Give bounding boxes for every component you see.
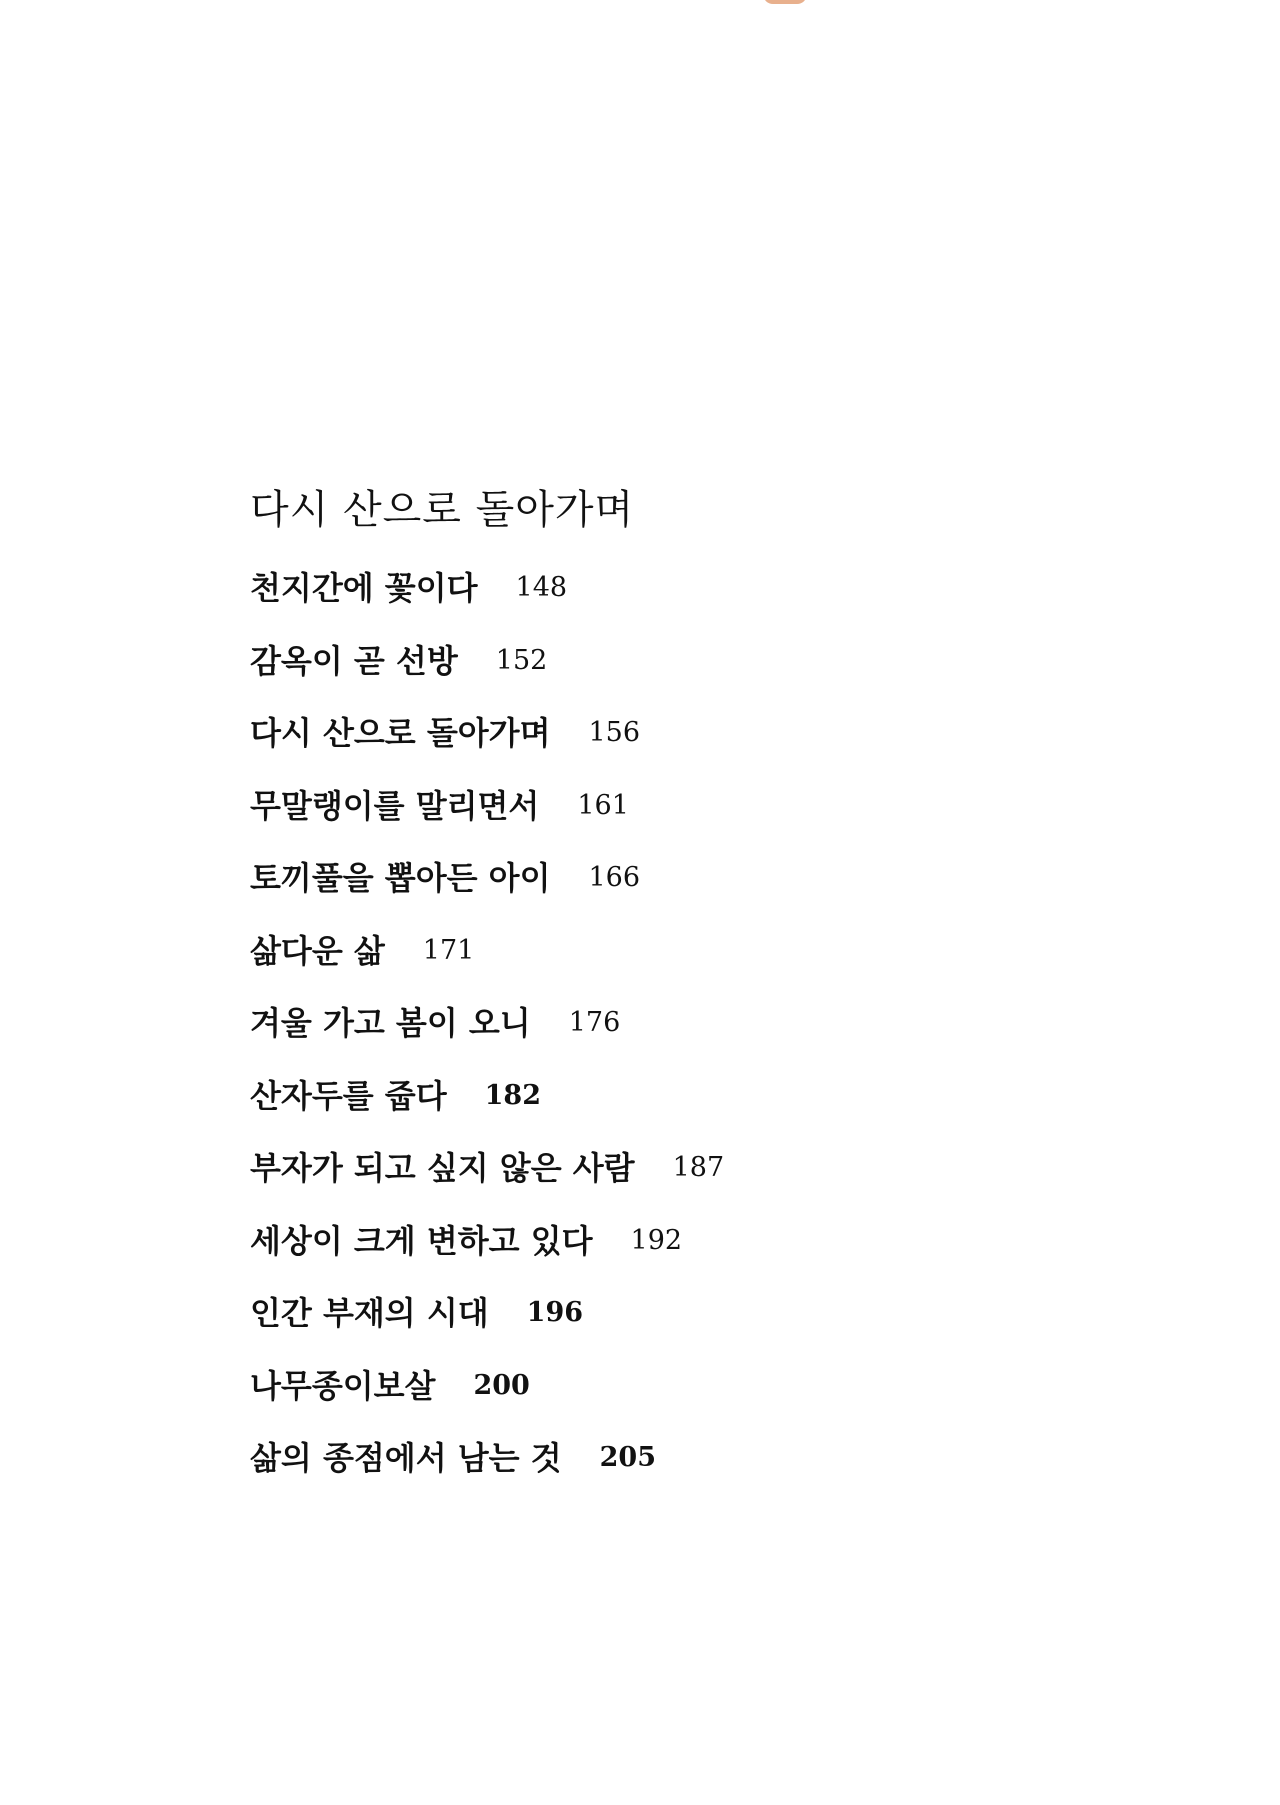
toc-entry-title: 세상이 크게 변하고 있다 [250,1221,593,1260]
toc-entry-page: 152 [495,644,548,676]
toc-entry-page: 148 [515,572,568,603]
toc-entry-title: 삶의 종점에서 남는 것 [250,1439,562,1477]
toc-entry-title: 삶다운 삶 [250,931,385,970]
toc-entry-title: 인간 부재의 시대 [250,1294,489,1332]
toc-entry [250,713,724,786]
toc-entry [250,1293,724,1366]
toc-entry [250,1003,724,1076]
toc-entry [250,786,724,859]
toc-entry-page: 166 [588,862,641,893]
table-of-contents [250,568,724,1511]
toc-entry-page: 161 [577,789,629,821]
toc-entry-page: 187 [672,1152,725,1183]
toc-entry-title: 무말랭이를 말리면서 [250,786,540,825]
toc-entry-title: 천지간에 꽃이다 [250,569,478,607]
toc-entry-title: 토끼풀을 뽑아든 아이 [250,859,551,897]
toc-entry-title: 산자두를 줍다 [250,1076,447,1115]
toc-entry-page: 156 [588,717,641,748]
toc-entry-page: 182 [484,1079,541,1111]
toc-entry [250,858,724,931]
toc-entry [250,931,724,1004]
toc-entry [250,1148,724,1221]
toc-entry-title: 다시 산으로 돌아가며 [250,714,551,752]
toc-entry-page: 200 [473,1369,530,1401]
toc-entry [250,1366,724,1439]
toc-entry [250,1221,724,1294]
toc-entry [250,1438,724,1511]
toc-entry-page: 196 [526,1297,584,1328]
toc-entry-title: 겨울 가고 봄이 오니 [250,1004,531,1042]
page-edge-mark [763,0,807,4]
toc-entry [250,568,724,641]
toc-entry-page: 171 [422,934,475,966]
toc-entry [250,1076,724,1149]
toc-entry-page: 192 [630,1224,683,1256]
section-title: 다시 산으로 돌아가며 [250,487,635,533]
toc-entry-title: 나무종이보살 [250,1366,436,1405]
toc-entry-page: 205 [599,1442,657,1473]
toc-entry-title: 감옥이 곧 선방 [250,641,458,680]
toc-entry-title: 부자가 되고 싶지 않은 사람 [250,1149,635,1187]
toc-entry [250,641,724,714]
toc-entry-page: 176 [568,1007,621,1038]
